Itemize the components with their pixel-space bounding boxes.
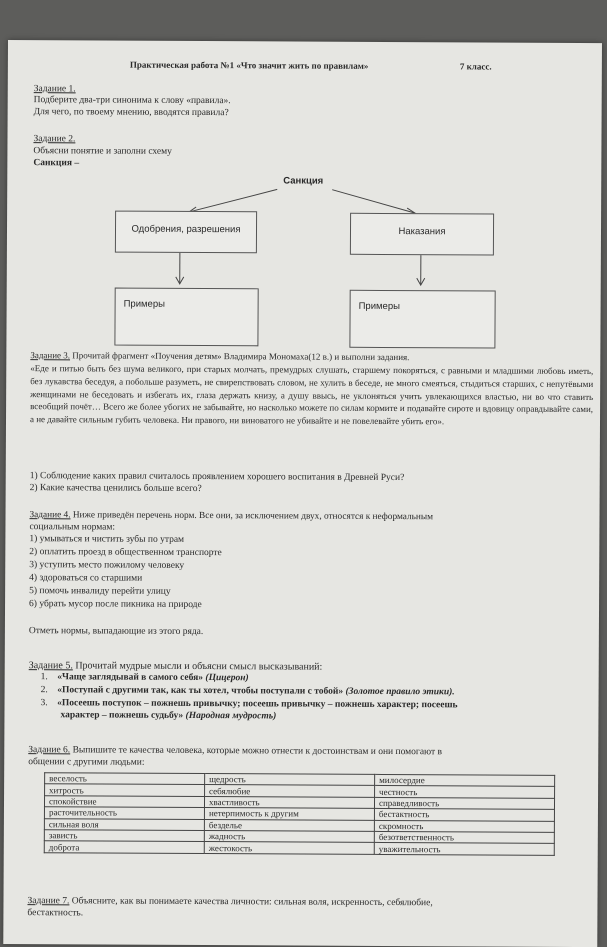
- task1-line: Для чего, по твоему мнению, вводятся правила?: [34, 107, 229, 119]
- task6-heading: Задание 6.: [28, 745, 70, 755]
- table-cell: сильная воля: [44, 818, 204, 830]
- task7-header: [27, 896, 432, 909]
- task5-heading: Задание 5.: [29, 660, 73, 671]
- table-cell: бестактность: [374, 809, 554, 821]
- task6-instruction-cont: общении с другими людьми:: [28, 757, 144, 769]
- diagram-box-approval-label: Одобрения, разрешения: [116, 224, 256, 236]
- task4-instruction-cont: социальным нормам:: [29, 522, 115, 533]
- task4-instruction: Ниже приведён перечень норм. Все они, за исключением двух, относятся к неформальным: [71, 510, 434, 522]
- diagram-box-punishment: [350, 213, 494, 256]
- task3-heading: Задание 3.: [30, 350, 70, 360]
- table-cell: зависть: [44, 830, 204, 842]
- task6-header: [28, 745, 442, 758]
- table-cell: уважительность: [374, 843, 554, 855]
- table-cell: нетерпимость к другим: [204, 808, 374, 820]
- diagram-examples-left-label: Примеры: [124, 299, 258, 311]
- task3-header: [30, 350, 409, 363]
- quote-author: (Золотое правило этики).: [343, 687, 455, 698]
- table-cell: щедрость: [205, 774, 375, 786]
- monomakh-excerpt: «Еде и питью быть без шума великого, при старых молчать, премудрых слушать, старшему покоряться, с равными и младшими любовь иметь, без лукавства беседуя, а побольше разуметь, не свирепствовать словом, не хулить в беседе, не много смеяться, стыдиться старших, с непутёвыми женщинами не беседовать и избегать их, глаза держать книзу, а душу ввысь, не уклоняться учить увлекающихся властью, ни во что ставить всеобщий почёт… Всего же более убогих не забывайте, но насколько можете по силам кормите и подавайте сироте и вдовицу оправдывайте сами, а не давайте сильным губить человека. Ни правого, ни виноватого не убивайте и не повелевайте убить его».: [30, 362, 593, 429]
- task7-instruction: Объясните, как вы понимаете качества личности: сильная воля, искренность, себялюбие,: [69, 896, 432, 908]
- quote-item-cont: [60, 710, 276, 722]
- diagram-root-label: Санкция: [283, 175, 323, 186]
- task5-header: [29, 660, 323, 673]
- table-cell: милосердие: [375, 774, 555, 786]
- table-cell: жестокость: [204, 842, 374, 854]
- table-cell: жадность: [204, 830, 374, 842]
- quote-number: 3.: [41, 698, 48, 708]
- task4-header: [29, 510, 433, 523]
- quote-item: [41, 685, 455, 698]
- diagram-box-examples-left: [114, 288, 258, 347]
- table-row: [44, 841, 554, 855]
- task1-line: Подберите два-три синонима к слову «правила».: [34, 95, 231, 107]
- table-cell: доброта: [44, 841, 204, 853]
- table-cell: безделье: [204, 819, 374, 831]
- table-cell: спокойствие: [44, 795, 204, 807]
- quote-item: [40, 698, 457, 711]
- table-cell: справедливость: [374, 797, 554, 809]
- task3-question: 2) Какие качества ценились больше всего?: [30, 483, 202, 495]
- task3-instruction: Прочитай фрагмент «Поучения детям» Владимира Мономаха(12 в.) и выполни задания.: [70, 350, 409, 362]
- table-cell: веселость: [45, 773, 205, 785]
- quote-number: 2.: [41, 685, 48, 695]
- task7-instruction-cont: бестактность.: [27, 908, 83, 919]
- diagram-arrows: [6, 40, 602, 363]
- norm-item: 1) умываться и чистить зубы по утрам: [29, 534, 184, 546]
- quote-text: «Посеешь поступок – пожнешь привычку; посеешь привычку – пожнешь характер; посеешь: [57, 698, 457, 710]
- task2-instruction: Объясни понятие и заполни схему: [33, 146, 172, 158]
- task5-instruction: Прочитай мудрые мысли и объясни смысл высказываний:: [73, 660, 323, 672]
- table-cell: себялюбие: [205, 785, 375, 797]
- table-cell: безответственность: [374, 831, 554, 843]
- quote-number: 1.: [41, 672, 48, 682]
- task1-heading: Задание 1.: [34, 84, 76, 95]
- norm-item: 4) здороваться со старшими: [29, 573, 142, 585]
- quote-text: характер – пожнешь судьбу»: [60, 710, 183, 721]
- table-cell: хвастливость: [204, 796, 374, 808]
- task7-heading: Задание 7.: [27, 896, 69, 906]
- task2-heading: Задание 2.: [33, 134, 75, 145]
- worksheet-page: [3, 40, 602, 947]
- quote-text: «Чаще заглядывай в самого себя»: [57, 672, 203, 683]
- diagram-examples-right-label: Примеры: [359, 301, 495, 313]
- norm-item: 2) оплатить проезд в общественном транспорте: [29, 547, 222, 559]
- task2-term: Санкция –: [33, 158, 79, 169]
- table-cell: расточительность: [44, 807, 204, 819]
- quote-author: (Народная мудрость): [183, 711, 276, 721]
- table-cell: хитрость: [45, 784, 205, 796]
- task4-footer: Отметь нормы, выпадающие из этого ряда.: [29, 626, 203, 638]
- quote-author: (Цицерон): [203, 673, 249, 683]
- table-cell: честность: [375, 786, 555, 798]
- task6-instruction: Выпишите те качества человека, которые можно отнести к достоинствам и они помогают в: [70, 745, 442, 757]
- task4-heading: Задание 4.: [29, 510, 70, 520]
- quote-item: [41, 672, 249, 684]
- table-cell: скромность: [374, 820, 554, 832]
- quote-text: «Поступай с другими так, как ты хотел, чтобы поступали с тобой»: [57, 685, 343, 696]
- diagram-box-punishment-label: Наказания: [351, 226, 493, 238]
- diagram-box-examples-right: [349, 290, 495, 349]
- page-title: Практическая работа №1 «Что значит жить по правилам»: [130, 60, 369, 72]
- norm-item: 3) уступить место пожилому человеку: [29, 560, 184, 572]
- qualities-table: [44, 772, 555, 855]
- diagram-box-approval: [115, 211, 257, 254]
- norm-item: 5) помочь инвалиду перейти улицу: [29, 586, 171, 598]
- norm-item: 6) убрать мусор после пикника на природе: [29, 599, 202, 611]
- task3-question: 1) Соблюдение каких правил считалось проявлением хорошего воспитания в Древней Руси?: [30, 471, 405, 484]
- grade-label: 7 класс.: [460, 61, 492, 72]
